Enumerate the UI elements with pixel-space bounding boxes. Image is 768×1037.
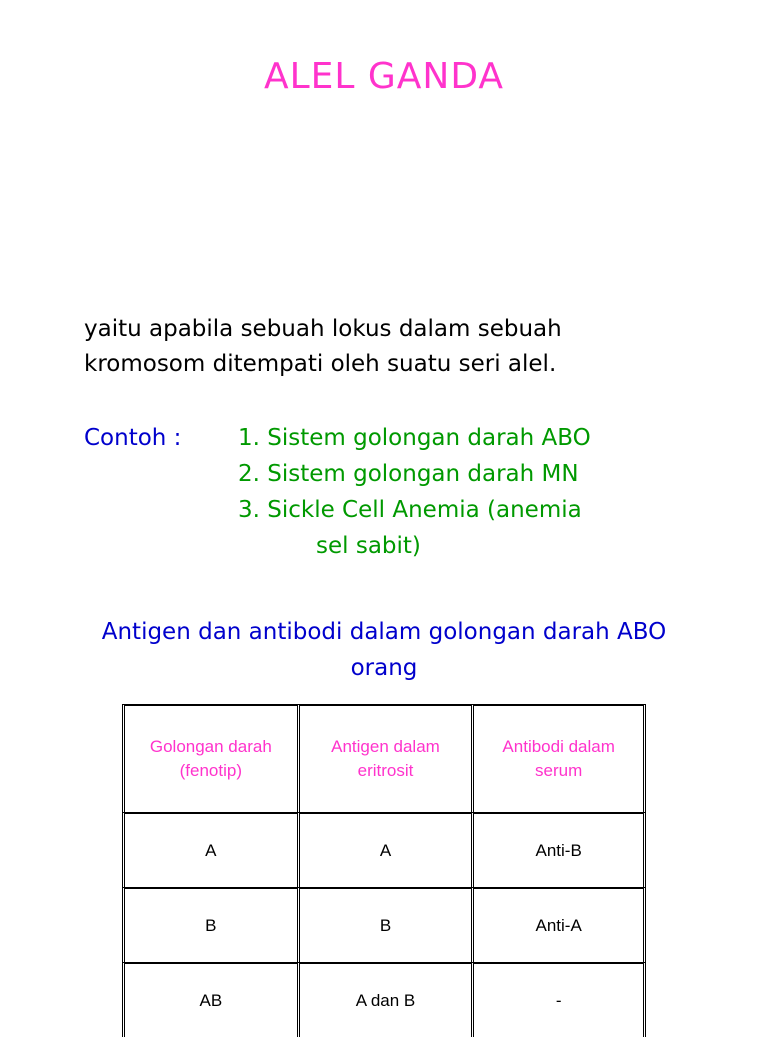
- table-row: [122, 887, 646, 962]
- table-row: [122, 962, 646, 1037]
- example-item-3-continuation: sel sabit): [316, 533, 421, 559]
- example-list: [238, 420, 591, 564]
- definition-line-2: kromosom ditempati oleh suatu seri alel.: [84, 351, 557, 377]
- table-cell: A dan B: [297, 962, 472, 1037]
- abo-table-container: [122, 704, 646, 1034]
- header-blood-group: Golongan darah (fenotip): [122, 704, 297, 812]
- header-antibody: Antibodi dalam serum: [471, 704, 646, 812]
- table-cell: AB: [122, 962, 297, 1037]
- definition-line-1: yaitu apabila sebuah lokus dalam sebuah: [84, 316, 562, 342]
- table-row: [122, 812, 646, 887]
- table-caption-line-2: orang: [350, 655, 418, 681]
- example-item-3: 3. Sickle Cell Anemia (anemia: [238, 497, 582, 523]
- table-cell: -: [471, 962, 646, 1037]
- example-item-1: 1. Sistem golongan darah ABO: [238, 425, 591, 451]
- page-title: ALEL GANDA: [263, 56, 505, 97]
- abo-table: [122, 704, 646, 1037]
- table-cell: A: [122, 812, 297, 887]
- table-caption: [0, 614, 768, 686]
- table-cell: Anti-B: [471, 812, 646, 887]
- table-header-row: [122, 704, 646, 812]
- table-cell: Anti-A: [471, 887, 646, 962]
- example-item-2: 2. Sistem golongan darah MN: [238, 461, 579, 487]
- table-caption-line-1: Antigen dan antibodi dalam golongan darah ABO: [101, 619, 667, 645]
- header-antigen: Antigen dalam eritrosit: [297, 704, 472, 812]
- table-cell: B: [297, 887, 472, 962]
- example-label: Contoh :: [84, 425, 182, 451]
- definition-text: [84, 312, 724, 382]
- table-cell: B: [122, 887, 297, 962]
- table-cell: A: [297, 812, 472, 887]
